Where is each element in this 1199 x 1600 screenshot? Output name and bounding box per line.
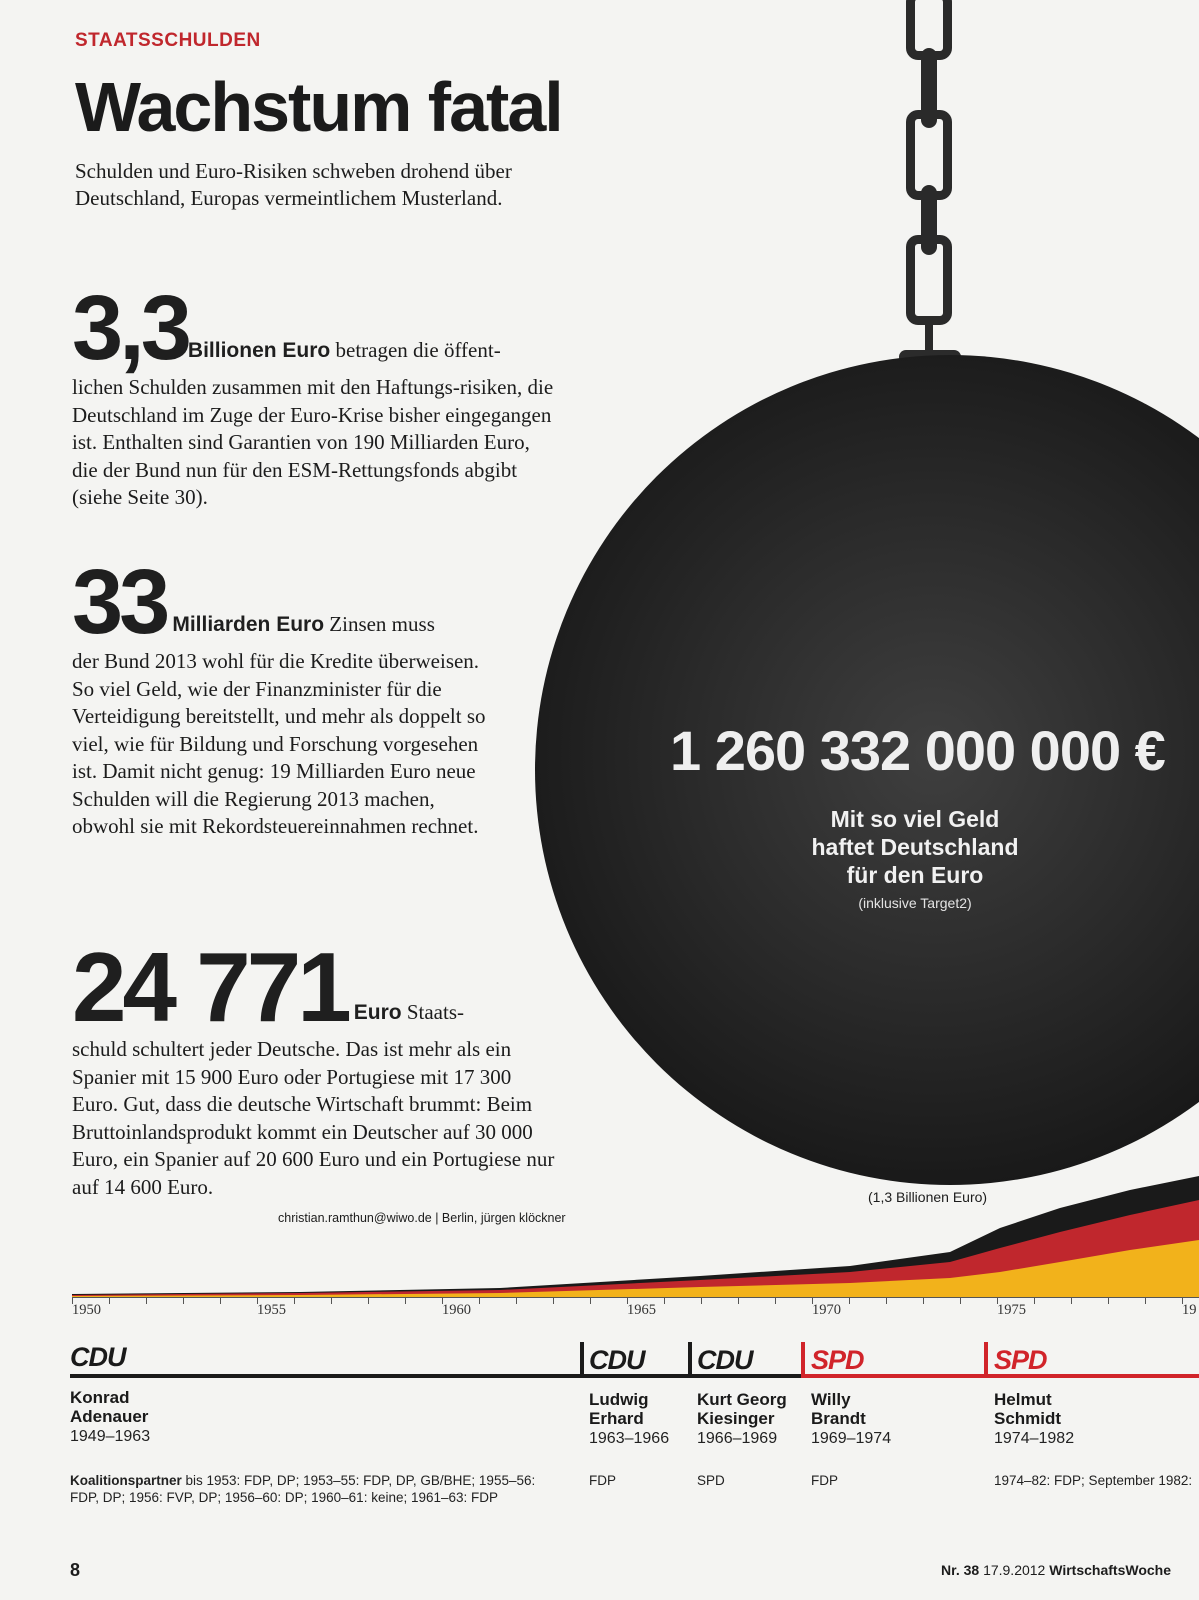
term-bar-adenauer: [70, 1374, 582, 1378]
chancellor-name: Willy Brandt: [811, 1390, 866, 1428]
fact-3-unit: Euro: [353, 1001, 402, 1024]
year-label: 1960: [442, 1302, 471, 1318]
liability-amount: 1 260 332 000 000 €: [670, 719, 1165, 782]
year-label: 1970: [812, 1302, 841, 1318]
chancellor-name: Kurt Georg Kiesinger: [697, 1390, 787, 1428]
year-label: 1975: [997, 1302, 1026, 1318]
year-label: 1955: [257, 1302, 286, 1318]
footer-issue: [941, 1562, 1171, 1578]
party-logo-cdu: CDU: [589, 1345, 645, 1375]
author-credit: christian.ramthun@wiwo.de | Berlin, jürgen klöckner: [278, 1211, 566, 1225]
year-label: 1965: [627, 1302, 656, 1318]
fact-1-unit: Billionen Euro: [187, 339, 331, 362]
coalition-partner: 1974–82: FDP; September 1982:: [994, 1473, 1193, 1488]
coalition-partner: FDP: [589, 1473, 616, 1488]
fact-2-unit: Milliarden Euro: [172, 613, 325, 636]
chancellor-term: 1969–1974: [811, 1430, 892, 1447]
coalition-partner: SPD: [697, 1473, 725, 1488]
chancellor-name: Helmut Schmidt: [994, 1390, 1062, 1428]
chancellor-term: 1963–1966: [589, 1430, 670, 1447]
ball-caption: Mit so viel Geld haftet Deutschland für den Euro: [811, 806, 1019, 888]
party-logo-spd: SPD: [994, 1345, 1047, 1375]
fact-3-text: schuld schultert jeder Deutsche. Das ist mehr als ein Spanier mit 15 900 Euro oder Portugiese mit 17 300 Euro. Gut, dass die deutsche Wirtschaft brummt: Beim Bruttoinlandsprodukt kommt ein Deutscher auf 30 000 Euro, ein Spanier auf 20 600 Euro und ein Portugiese nur auf 14 600 Euro.: [72, 1037, 555, 1199]
time-axis: [72, 1297, 1199, 1298]
chancellor-term: 1949–1963: [70, 1428, 151, 1445]
deck: Schulden und Euro-Risiken schweben drohend über Deutschland, Europas vermeintlichem Musterland.: [75, 159, 512, 210]
chancellor-term: 1966–1969: [697, 1430, 778, 1447]
fact-1-lead: betragen die öffent-: [330, 338, 501, 362]
fact-2-text: der Bund 2013 wohl für die Kredite überweisen. So viel Geld, wie der Finanzminister für die Verteidigung bereitstellt, und mehr als doppelt so viel, wie für Bildung und Forschung vorgesehen ist. Damit nicht genug: 19 Milliarden Euro neue Schulden will die Regierung 2013 machen, obwohl sie mit Rekordsteuereinnahmen rechnet.: [72, 649, 486, 838]
coalition-label: Koalitionspartner: [70, 1473, 182, 1488]
chancellor-name: Ludwig Erhard: [589, 1390, 649, 1428]
fact-1-text: lichen Schulden zusammen mit den Haftungs-risiken, die Deutschland im Zuge der Euro-Krise bisher eingegangen ist. Enthalten sind Garantien von 190 Milliarden Euro, die der Bund nun für den ESM-Rettungsfonds abgibt (siehe Seite 30).: [72, 375, 554, 509]
coalition-text: bis 1953: FDP, DP; 1953–55: FDP, DP, GB/BHE; 1955–56: FDP, DP; 1956: FVP, DP; 1956–60: DP; 1960–61: keine; 1961–63: FDP: [70, 1473, 536, 1505]
party-logo-cdu: CDU: [70, 1342, 126, 1372]
year-label: 1950: [72, 1302, 101, 1318]
ball-subcaption: (inklusive Target2): [858, 895, 972, 911]
year-label: 19: [1182, 1302, 1197, 1318]
fact-3-lead: Staats-: [401, 1000, 464, 1024]
headline: Wachstum fatal: [75, 68, 562, 146]
page-number: 8: [70, 1560, 81, 1580]
magazine-name: WirtschaftsWoche: [1049, 1562, 1171, 1578]
fact-1: [72, 277, 562, 512]
ball-note: (1,3 Billionen Euro): [868, 1189, 988, 1205]
fact-1-number: 3,3: [72, 277, 188, 379]
party-logo-cdu: CDU: [697, 1345, 753, 1375]
issue-date: 17.9.2012: [983, 1562, 1046, 1578]
coalition-partner: FDP: [811, 1473, 838, 1488]
chancellor-name: Konrad Adenauer: [70, 1388, 149, 1426]
coalition-note: [70, 1472, 560, 1506]
fact-2: [72, 551, 502, 841]
fact-2-number: 33: [72, 551, 167, 653]
fact-3-number: 24 771: [72, 932, 348, 1042]
kicker: STAATSSCHULDEN: [75, 30, 261, 51]
fact-2-lead: Zinsen muss: [324, 612, 435, 636]
party-logo-spd: SPD: [811, 1345, 864, 1375]
issue-number: Nr. 38: [941, 1562, 980, 1578]
chancellor-term: 1974–1982: [994, 1430, 1075, 1447]
